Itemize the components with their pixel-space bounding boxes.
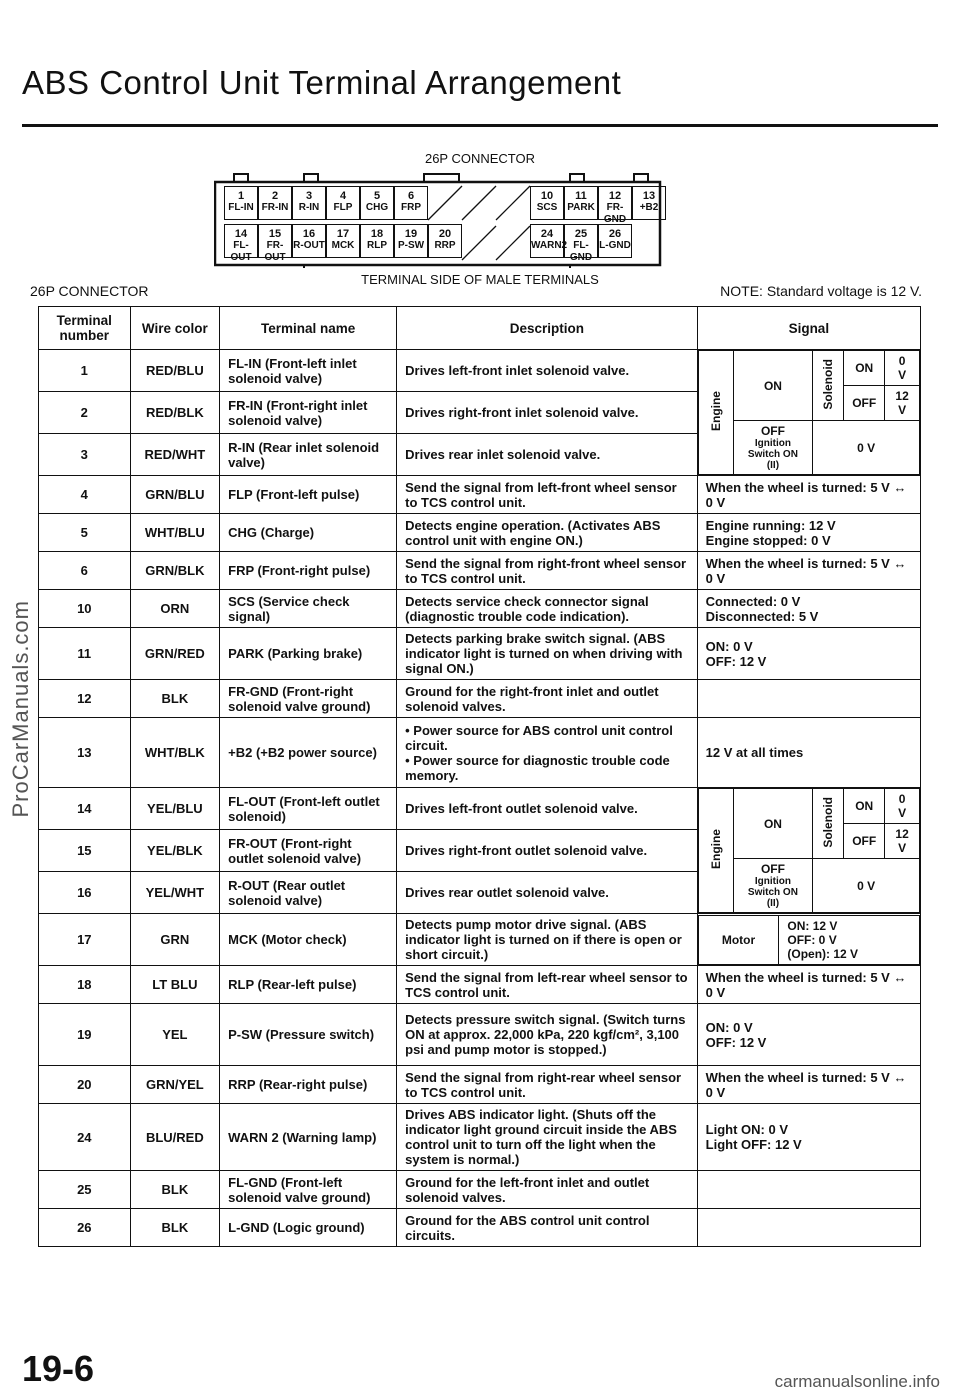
engine-label: Engine xyxy=(708,828,723,869)
terminal-name: FRP (Front-right pulse) xyxy=(220,552,397,590)
pin-number: 4 xyxy=(339,190,347,202)
pin-label: MCK xyxy=(331,240,355,251)
engine-off-voltage: 0 V xyxy=(813,859,920,913)
solenoid-on: ON xyxy=(844,351,885,386)
terminal-description: Drives rear outlet solenoid valve. xyxy=(397,872,698,914)
connector-pin xyxy=(462,186,496,220)
pin-number: 18 xyxy=(370,228,384,240)
terminal-number: 6 xyxy=(39,552,131,590)
terminal-number: 12 xyxy=(39,680,131,718)
connector-pin xyxy=(258,224,292,263)
pin-label: L-GND xyxy=(599,240,631,251)
terminal-name: FR-OUT (Front-right outlet solenoid valve) xyxy=(220,830,397,872)
connector-bottom-row xyxy=(224,224,632,263)
terminal-description: Ground for the right-front inlet and outlet solenoid valves. xyxy=(397,680,698,718)
pin-number: 12 xyxy=(608,190,622,202)
terminal-description: Drives right-front outlet solenoid valve. xyxy=(397,830,698,872)
table-row xyxy=(39,1209,921,1247)
pin-number: 19 xyxy=(404,228,418,240)
pin-number: 11 xyxy=(575,190,587,202)
pin-label: SCS xyxy=(536,202,558,213)
left-connector-label: 26P CONNECTOR xyxy=(30,283,149,299)
terminal-description: Send the signal from left-front wheel sensor to TCS control unit. xyxy=(397,476,698,514)
connector-pin xyxy=(564,224,598,263)
engine-off: OFF xyxy=(760,862,785,876)
connector-pin xyxy=(428,224,462,258)
terminal-name: FR-GND (Front-right solenoid valve ground) xyxy=(220,680,397,718)
terminal-number: 16 xyxy=(39,872,131,914)
terminal-name: +B2 (+B2 power source) xyxy=(220,718,397,788)
terminal-name: R-IN (Rear inlet solenoid valve) xyxy=(220,434,397,476)
pin-number: 20 xyxy=(438,228,452,240)
signal-cell: Light ON: 0 V Light OFF: 12 V xyxy=(697,1104,920,1171)
pin-number: 25 xyxy=(574,228,588,240)
header-name: Terminal name xyxy=(220,307,397,350)
terminal-number: 11 xyxy=(39,628,131,680)
connector-pin xyxy=(530,186,564,220)
signal-cell: ON: 0 V OFF: 12 V xyxy=(697,1004,920,1066)
table-header-row xyxy=(39,307,921,350)
table-row xyxy=(39,914,921,966)
engine-on: ON xyxy=(733,351,813,421)
terminal-name: FLP (Front-left pulse) xyxy=(220,476,397,514)
table-row xyxy=(39,966,921,1004)
wire-color: BLK xyxy=(130,1171,220,1209)
terminal-number: 13 xyxy=(39,718,131,788)
solenoid-on-voltage: 0 V xyxy=(885,351,920,386)
pin-label: FR-GND xyxy=(603,202,627,225)
table-row xyxy=(39,1004,921,1066)
table-row xyxy=(39,718,921,788)
table-row xyxy=(39,680,921,718)
header-terminal: Terminal number xyxy=(39,307,131,350)
wire-color: LT BLU xyxy=(130,966,220,1004)
engine-off: OFF xyxy=(760,424,785,438)
terminal-side-label: TERMINAL SIDE OF MALE TERMINALS xyxy=(361,272,599,287)
connector-pin xyxy=(394,224,428,258)
terminal-number: 18 xyxy=(39,966,131,1004)
wire-color: GRN xyxy=(130,914,220,966)
table-body xyxy=(39,350,921,1247)
terminal-number: 2 xyxy=(39,392,131,434)
solenoid-off-voltage: 12 V xyxy=(885,824,920,859)
terminal-name: P-SW (Pressure switch) xyxy=(220,1004,397,1066)
terminal-number: 5 xyxy=(39,514,131,552)
connector-pin xyxy=(292,186,326,220)
connector-pin xyxy=(258,186,292,220)
terminal-table xyxy=(38,306,921,1247)
connector-pin xyxy=(292,224,326,258)
pin-number: 5 xyxy=(373,190,381,202)
motor-values: ON: 12 V OFF: 0 V (Open): 12 V xyxy=(779,915,920,964)
pin-number: 6 xyxy=(407,190,415,202)
terminal-number: 19 xyxy=(39,1004,131,1066)
terminal-name: FL-OUT (Front-left outlet solenoid) xyxy=(220,788,397,830)
pin-number: 1 xyxy=(237,190,245,202)
wire-color: BLU/RED xyxy=(130,1104,220,1171)
pin-label: +B2 xyxy=(639,202,659,213)
pin-label: FL-IN xyxy=(228,202,254,213)
pin-label: R-IN xyxy=(298,202,320,213)
connector-pin xyxy=(394,186,428,220)
solenoid-signal-block xyxy=(698,350,920,475)
terminal-description: Detects pump motor drive signal. (ABS indicator light is turned on if there is open or short circuit.) xyxy=(397,914,698,966)
terminal-description: Ground for the ABS control unit control circuits. xyxy=(397,1209,698,1247)
signal-cell xyxy=(697,1209,920,1247)
page-title: ABS Control Unit Terminal Arrangement xyxy=(22,64,622,101)
solenoid-signal-block xyxy=(698,788,920,913)
terminal-name: PARK (Parking brake) xyxy=(220,628,397,680)
terminal-number: 14 xyxy=(39,788,131,830)
connector-diagram xyxy=(214,168,662,268)
signal-cell: When the wheel is turned: 5 V ↔ 0 V xyxy=(697,1066,920,1104)
terminal-description: • Power source for ABS control unit control circuit. • Power source for diagnostic trouble code memory. xyxy=(397,718,698,788)
signal-cell: When the wheel is turned: 5 V ↔ 0 V xyxy=(697,476,920,514)
solenoid-off: OFF xyxy=(844,386,885,421)
wire-color: RED/BLK xyxy=(130,392,220,434)
terminal-description: Drives left-front outlet solenoid valve. xyxy=(397,788,698,830)
solenoid-off: OFF xyxy=(844,824,885,859)
ignition-note: Ignition Switch ON (II) xyxy=(747,438,798,471)
pin-label: FRP xyxy=(401,202,421,213)
connector-pin xyxy=(496,186,530,220)
terminal-number: 26 xyxy=(39,1209,131,1247)
wire-color: GRN/BLK xyxy=(130,552,220,590)
pin-label: P-SW xyxy=(397,240,425,251)
wire-color: BLK xyxy=(130,1209,220,1247)
pin-number: 24 xyxy=(540,228,554,240)
terminal-name: MCK (Motor check) xyxy=(220,914,397,966)
terminal-name: RLP (Rear-left pulse) xyxy=(220,966,397,1004)
motor-label: Motor xyxy=(698,915,779,964)
wire-color: WHT/BLK xyxy=(130,718,220,788)
pin-label: FL-OUT xyxy=(230,240,252,263)
solenoid-off-voltage: 12 V xyxy=(885,386,920,421)
pin-number: 16 xyxy=(302,228,316,240)
pin-label: FR-IN xyxy=(261,202,289,213)
page-number: 19-6 xyxy=(22,1348,95,1389)
terminal-description: Detects service check connector signal (diagnostic trouble code indication). xyxy=(397,590,698,628)
engine-label: Engine xyxy=(708,390,723,431)
connector-pin xyxy=(632,186,666,220)
wire-color: BLK xyxy=(130,680,220,718)
table-row xyxy=(39,788,921,830)
terminal-number: 15 xyxy=(39,830,131,872)
table-row xyxy=(39,1171,921,1209)
terminal-description: Detects engine operation. (Activates ABS control unit with engine ON.) xyxy=(397,514,698,552)
connector-pin xyxy=(326,224,360,258)
engine-on: ON xyxy=(733,789,813,859)
connector-pin xyxy=(428,186,462,220)
pin-label: FR-OUT xyxy=(264,240,286,263)
wire-color: GRN/RED xyxy=(130,628,220,680)
engine-off-voltage: 0 V xyxy=(813,421,920,475)
wire-color: ORN xyxy=(130,590,220,628)
wire-color: GRN/YEL xyxy=(130,1066,220,1104)
motor-signal-block xyxy=(698,915,920,965)
table-row xyxy=(39,476,921,514)
title-rule xyxy=(22,124,938,127)
terminal-name: R-OUT (Rear outlet solenoid valve) xyxy=(220,872,397,914)
signal-cell: When the wheel is turned: 5 V ↔ 0 V xyxy=(697,552,920,590)
connector-top-row xyxy=(224,186,666,225)
table-row xyxy=(39,1066,921,1104)
voltage-note: NOTE: Standard voltage is 12 V. xyxy=(720,283,922,299)
pin-label: RLP xyxy=(367,240,387,251)
terminal-description: Detects parking brake switch signal. (ABS indicator light is turned on when driving with signal ON.) xyxy=(397,628,698,680)
terminal-name: FL-IN (Front-left inlet solenoid valve) xyxy=(220,350,397,392)
wire-color: YEL xyxy=(130,1004,220,1066)
wire-color: YEL/BLU xyxy=(130,788,220,830)
terminal-name: L-GND (Logic ground) xyxy=(220,1209,397,1247)
wire-color: RED/WHT xyxy=(130,434,220,476)
connector-pin xyxy=(598,224,632,258)
terminal-number: 10 xyxy=(39,590,131,628)
signal-cell xyxy=(697,1171,920,1209)
terminal-name: CHG (Charge) xyxy=(220,514,397,552)
terminal-number: 1 xyxy=(39,350,131,392)
connector-pin xyxy=(360,224,394,258)
terminal-number: 17 xyxy=(39,914,131,966)
terminal-description: Send the signal from right-front wheel sensor to TCS control unit. xyxy=(397,552,698,590)
terminal-number: 20 xyxy=(39,1066,131,1104)
pin-number: 14 xyxy=(234,228,248,240)
table-row xyxy=(39,628,921,680)
wire-color: RED/BLU xyxy=(130,350,220,392)
signal-cell: 12 V at all times xyxy=(697,718,920,788)
header-wire: Wire color xyxy=(130,307,220,350)
connector-pin xyxy=(564,186,598,220)
terminal-description: Send the signal from right-rear wheel sensor to TCS control unit. xyxy=(397,1066,698,1104)
connector-pin xyxy=(326,186,360,220)
terminal-name: RRP (Rear-right pulse) xyxy=(220,1066,397,1104)
watermark-bottom: carmanualsonline.info xyxy=(774,1372,940,1391)
terminal-name: FR-IN (Front-right inlet solenoid valve) xyxy=(220,392,397,434)
connector-pin xyxy=(598,186,632,225)
terminal-name: WARN 2 (Warning lamp) xyxy=(220,1104,397,1171)
terminal-number: 24 xyxy=(39,1104,131,1171)
pin-number: 17 xyxy=(336,228,350,240)
terminal-name: FL-GND (Front-left solenoid valve ground) xyxy=(220,1171,397,1209)
connector-pin xyxy=(530,224,568,258)
terminal-description: Detects pressure switch signal. (Switch turns ON at approx. 22,000 kPa, 220 kgf/cm², 3,100 psi and pump motor is stopped.) xyxy=(397,1004,698,1066)
terminal-number: 4 xyxy=(39,476,131,514)
pin-number: 3 xyxy=(305,190,313,202)
connector-pin xyxy=(224,224,258,263)
wire-color: GRN/BLU xyxy=(130,476,220,514)
signal-cell xyxy=(697,680,920,718)
pin-label: PARK xyxy=(567,202,595,213)
table-row xyxy=(39,350,921,392)
pin-label: R-OUT xyxy=(293,240,325,251)
terminal-description: Drives ABS indicator light. (Shuts off the indicator light ground circuit inside the ABS control unit to turn off the light when the system is normal.) xyxy=(397,1104,698,1171)
pin-label: CHG xyxy=(365,202,389,213)
connector-pin xyxy=(462,224,496,258)
pin-number: 13 xyxy=(642,190,656,202)
connector-pin xyxy=(360,186,394,220)
pin-number: 15 xyxy=(268,228,282,240)
terminal-description: Send the signal from left-rear wheel sensor to TCS control unit. xyxy=(397,966,698,1004)
signal-cell: Engine running: 12 V Engine stopped: 0 V xyxy=(697,514,920,552)
signal-cell: ON: 0 V OFF: 12 V xyxy=(697,628,920,680)
wire-color: YEL/WHT xyxy=(130,872,220,914)
ignition-note: Ignition Switch ON (II) xyxy=(747,876,798,909)
pin-number: 10 xyxy=(540,190,554,202)
terminal-description: Drives right-front inlet solenoid valve. xyxy=(397,392,698,434)
wire-color: WHT/BLU xyxy=(130,514,220,552)
solenoid-label: Solenoid xyxy=(821,358,836,410)
pin-label: FLP xyxy=(333,202,353,213)
solenoid-on: ON xyxy=(844,789,885,824)
pin-number: 26 xyxy=(608,228,622,240)
table-row xyxy=(39,514,921,552)
terminal-number: 25 xyxy=(39,1171,131,1209)
solenoid-on-voltage: 0 V xyxy=(885,789,920,824)
header-desc: Description xyxy=(397,307,698,350)
wire-color: YEL/BLK xyxy=(130,830,220,872)
table-row xyxy=(39,590,921,628)
signal-cell: Connected: 0 V Disconnected: 5 V xyxy=(697,590,920,628)
pin-number: 2 xyxy=(271,190,279,202)
header-signal: Signal xyxy=(697,307,920,350)
pin-label: FL-GND xyxy=(569,240,593,263)
terminal-description: Drives left-front inlet solenoid valve. xyxy=(397,350,698,392)
watermark-left: ProCarManuals.com xyxy=(8,600,33,818)
pin-label: WARN2 xyxy=(531,240,568,251)
connector-pin xyxy=(496,224,530,258)
terminal-description: Drives rear inlet solenoid valve. xyxy=(397,434,698,476)
solenoid-label: Solenoid xyxy=(821,796,836,848)
terminal-description: Ground for the left-front inlet and outlet solenoid valves. xyxy=(397,1171,698,1209)
terminal-number: 3 xyxy=(39,434,131,476)
pin-label: RRP xyxy=(434,240,456,251)
connector-title: 26P CONNECTOR xyxy=(424,151,536,166)
table-row xyxy=(39,1104,921,1171)
table-row xyxy=(39,552,921,590)
signal-cell: When the wheel is turned: 5 V ↔ 0 V xyxy=(697,966,920,1004)
connector-pin xyxy=(224,186,258,220)
terminal-name: SCS (Service check signal) xyxy=(220,590,397,628)
